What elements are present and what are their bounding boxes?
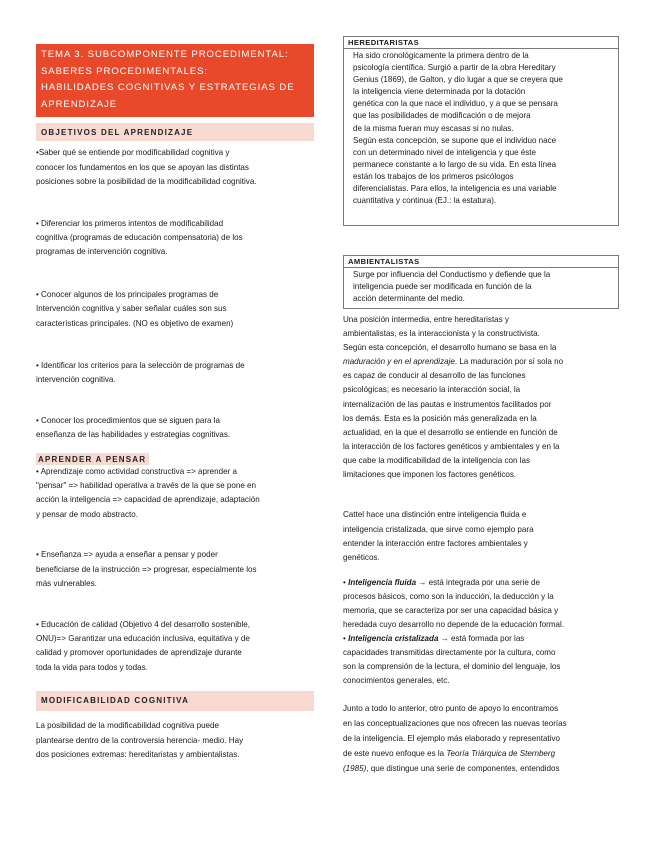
cristalizada-term: Inteligencia cristalizada	[348, 634, 439, 644]
aprender-item: • Educación de calidad (Objetivo 4 del desarrollo sostenible, ONU)=> Garantizar una educación inclusiva, equitativa y de calidad y promover oportunidades de aprendizaje durante toda la vida para todos y todas.	[36, 619, 250, 672]
title-line: APRENDIZAJE	[41, 98, 118, 110]
chapter-title	[36, 44, 314, 117]
ambientalistas-heading: AMBIENTALISTAS	[344, 256, 618, 268]
right-column	[343, 36, 619, 776]
italic-term: maduración y en el aprendizaje	[343, 357, 455, 367]
interaccionista-paragraph: Una posición intermedia, entre hereditaristas y ambientalistas, es la interaccionista y la constructivista. Según esta concepción, el desarrollo humano se basa en la maduración y en el aprendizaje. La maduración por sí sola no es capaz de conducir al desarrollo de las funciones psicológicas; es necesario la interacción social, la internalización de las pautas e instrumentos facilitados por los demás. Esta es la posición más generalizada en la actualidad, en la que el desarrollo se entiende en función de la interacción de los factores genéticos y ambientales y en la que cabe la modificabilidad de la inteligencia con las limitaciones que imponen los factores genéticos.	[343, 315, 564, 480]
fluida-term: Inteligencia fluida	[348, 577, 417, 587]
italic-term: (1985)	[343, 763, 367, 773]
title-line: HABILIDADES COGNITIVAS Y ESTRATEGIAS DE	[41, 82, 295, 94]
title-line: SABERES PROCEDIMENTALES:	[41, 65, 208, 77]
objetivo-item: • Conocer los procedimientos que se siguen para la enseñanza de las habilidades y estrategias cognitivas.	[36, 415, 231, 440]
objetivo-item: • Identificar los criterios para la selección de programas de intervención cognitiva.	[36, 361, 245, 385]
cattel-paragraph: Cattel hace una distinción entre inteligencia fluida e inteligencia cristalizada, que sirve como ejemplo para entender la interacción entre factores ambientales y genéticos.	[343, 510, 534, 563]
hereditaristas-box	[343, 36, 619, 226]
title-line: TEMA 3. SUBCOMPONENTE PROCEDIMENTAL:	[41, 49, 289, 60]
hereditaristas-heading: HEREDITARISTAS	[344, 37, 618, 49]
modificabilidad-paragraph: La posibilidad de la modificabilidad cognitiva puede plantearse dentro de la controversia herencia- medio. Hay dos posiciones extremas: hereditaristas y ambientalistas.	[36, 721, 244, 759]
arrow-icon: →	[418, 577, 427, 587]
modificabilidad-heading: MODIFICABILIDAD COGNITIVA	[36, 691, 314, 711]
objetivo-item: • Conocer algunos de los principales programas de Intervención cognitiva y saber señalar cuáles son sus características principales. (NO es objetivo de examen)	[36, 289, 234, 328]
objetivo-item: • Diferenciar los primeros intentos de modificabilidad cognitiva (programas de educación compensatoria) de los programas de intervención cognitiva.	[36, 218, 243, 257]
objetivos-heading: OBJETIVOS DEL APRENDIZAJE	[36, 123, 314, 141]
sternberg-paragraph: Junto a todo lo anterior, otro punto de apoyo lo encontramos en las conceptualizaciones que nos ofrecen las nuevas teorías de la inteligencia. El ejemplo más elaborado y representativo de este nuevo enfoque es la Teoría Triárquica de Sternberg (1985), que distingue una serie de componentes, entendidos	[343, 703, 567, 773]
ambientalistas-box	[343, 255, 619, 309]
left-column	[36, 44, 314, 762]
italic-term: Teoría Triárquica de Sternberg	[446, 748, 556, 758]
aprender-item: • Enseñanza => ayuda a enseñar a pensar y poder beneficiarse de la instrucción => progresar, especialmente los más vulnerables.	[36, 550, 257, 589]
arrow-icon: →	[440, 634, 449, 644]
objetivo-item: •Saber qué se entiende por modificabilidad cognitiva y conocer los fundamentos en los que se apoyan las distintas posiciones sobre la posibilidad de la modificabilidad cognitiva.	[36, 148, 257, 187]
inteligencias-paragraph: • Inteligencia fluida → está integrada por una serie de procesos básicos, como son la inducción, la deducción y la memoria, que se caracteriza por ser una capacidad básica y heredada cuyo desarrollo no depende de la educación formal. • Inteligencia cristalizada → está formada por las capacidades transmitidas directamente por la cultura, como son la comprensión de la lectura, el dominio del lenguaje, los conocimientos generales, etc.	[343, 577, 564, 686]
aprender-heading: APRENDER A PENSAR	[36, 453, 149, 465]
aprender-item: • Aprendizaje como actividad constructiva => aprender a "pensar" => habilidad operativa a través de la que se pone en acción la inteligencia => capacidad de aprendizaje, adaptación y pensar de modo abstracto.	[36, 466, 260, 519]
ambientalistas-text: Surge por influencia del Conductismo y defiende que la inteligencia puede ser modificada en función de la acción determinante del medio.	[353, 270, 551, 304]
hereditaristas-text: Ha sido cronológicamente la primera dentro de la psicología científica. Surgió a partir de la obra Hereditary Genius (1869), de Galton, y dio lugar a que se creyera que la inteligencia viene determinada por la dotación genética con la que nace el individuo, y a que se pensara que las posibilidades de modificación o de mejora de la misma fueran muy escasas si no nulas. Según esta concepción, se supone que el individuo nace con un determinado nivel de inteligencia y que éste permanece constante a lo largo de su vida. En esta línea están los trabajos de los primeros psicólogos diferencialistas. Para ellos, la inteligencia es una variable cuantitativa y continua (EJ.: la estatura).	[353, 51, 563, 206]
